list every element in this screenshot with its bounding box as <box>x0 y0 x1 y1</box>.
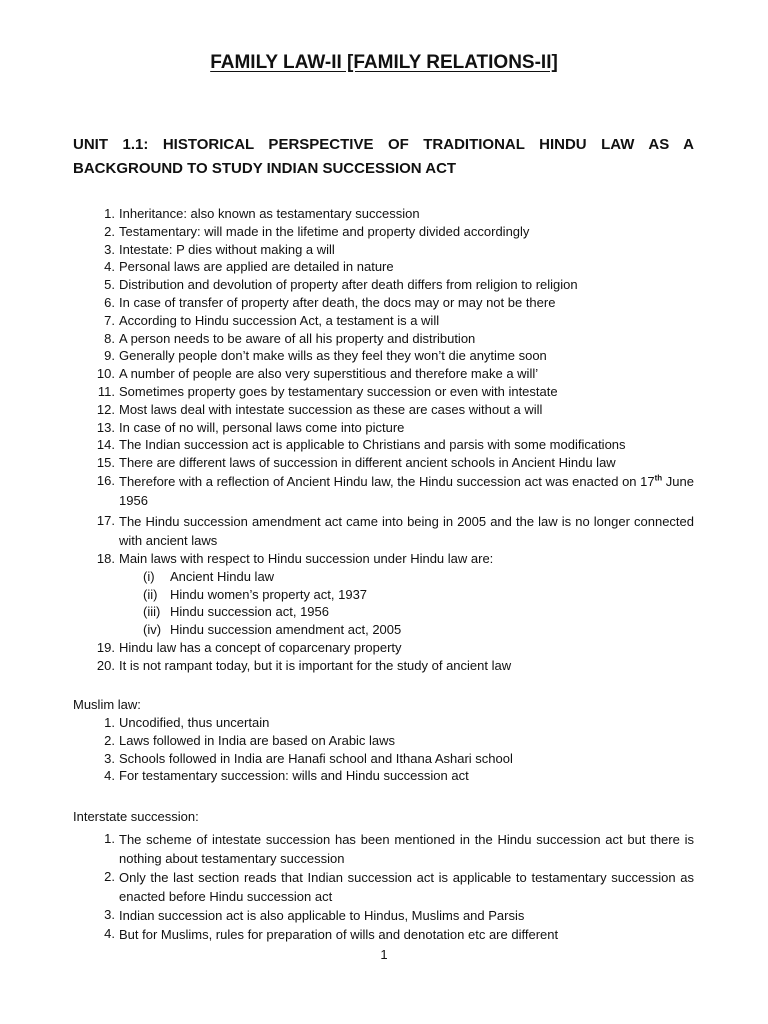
sub-list-item <box>73 586 694 604</box>
sub-list-item <box>73 568 694 586</box>
list-item-number: 19 . <box>73 639 119 657</box>
list-item-number: 20 . <box>73 657 119 675</box>
list-item-text: According to Hindu succession Act, a testament is a will <box>119 312 440 328</box>
list-item-text: Uncodified, thus uncertain <box>119 715 270 730</box>
list-item <box>73 294 694 312</box>
list-item <box>73 258 694 276</box>
list-item-text <box>119 472 694 510</box>
list-item <box>73 276 694 294</box>
list-item <box>73 657 694 675</box>
main-list <box>73 205 694 675</box>
list-item-16 <box>73 472 694 510</box>
list-item-text: In case of no will, personal laws come into picture <box>119 419 405 435</box>
list-item <box>73 925 694 944</box>
list-item-17 <box>73 512 694 550</box>
list-item <box>73 347 694 365</box>
list-item-text: There are different laws of succession in different ancient schools in Ancient Hindu law <box>119 455 616 471</box>
list-item <box>73 750 694 768</box>
list-item <box>73 383 694 401</box>
list-item-number: 1 . <box>73 714 119 732</box>
list-item <box>73 830 694 868</box>
list-item-number: 3 . <box>73 906 119 925</box>
sub-list-item <box>73 603 694 621</box>
sub-list-item <box>73 621 694 639</box>
list-item <box>73 436 694 454</box>
list-item-number: 7 . <box>73 312 119 330</box>
list-item <box>73 401 694 419</box>
list-item-text: Sometimes property goes by testamentary succession or even with intestate <box>119 383 558 399</box>
list-item-number: 11 . <box>73 383 119 401</box>
list-item-number: 4 . <box>73 258 119 276</box>
list-item-number: 6 . <box>73 294 119 312</box>
sub-list-item-number: (iii) <box>143 604 161 620</box>
list-item <box>73 330 694 348</box>
sub-list-item-number: (ii) <box>143 586 158 602</box>
list-item-text: The Hindu succession amendment act came into being in 2005 and the law is no longer connected with ancient laws <box>119 513 694 548</box>
list-item-number: 15 . <box>73 454 119 472</box>
list-item-number: 9 . <box>73 347 119 365</box>
list-item-text: Intestate: P dies without making a will <box>119 241 335 257</box>
list-item <box>73 312 694 330</box>
list-item <box>73 714 694 732</box>
list-item <box>73 223 694 241</box>
sub-list-item-text: Hindu succession act, 1956 <box>170 604 329 620</box>
list-item-number: 2 . <box>73 732 119 750</box>
list-item-number: 1 . <box>73 830 119 868</box>
unit-heading: UNIT 1.1: HISTORICAL PERSPECTIVE OF TRADITIONAL HINDU LAW AS A BACKGROUND TO STUDY INDIAN SUCCESSION ACT <box>73 136 694 177</box>
list-item-number: 5 . <box>73 276 119 294</box>
list-item-text: The Indian succession act is applicable to Christians and parsis with some modifications <box>119 437 626 453</box>
list-item <box>73 639 694 657</box>
list-item-text: Most laws deal with intestate succession as these are cases without a will <box>119 401 543 417</box>
list-item-text: Testamentary: will made in the lifetime and property divided accordingly <box>119 223 530 239</box>
sub-list-item-number: (iv) <box>143 622 162 638</box>
superscript-th: th <box>654 473 663 483</box>
list-item-number: 12 . <box>73 401 119 419</box>
list-item-text: Schools followed in India are Hanafi school and Ithana Ashari school <box>119 750 513 766</box>
list-item <box>73 868 694 906</box>
main-list-tail <box>73 639 694 675</box>
list-item-text: For testamentary succession: wills and Hindu succession act <box>119 768 469 784</box>
list-item-text: Personal laws are applied are detailed in nature <box>119 259 394 275</box>
list-item-text: Inheritance: also known as testamentary succession <box>119 206 420 221</box>
list-item-text: But for Muslims, rules for preparation of wills and denotation etc are different <box>119 927 559 942</box>
list-item <box>73 906 694 925</box>
list-item-text: Distribution and devolution of property after death differs from religion to religion <box>119 277 578 293</box>
sub-list-item-text: Ancient Hindu law <box>170 568 275 584</box>
muslim-law-items <box>73 714 694 785</box>
list-item-number: 18 . <box>73 550 119 568</box>
list-item-number: 4 . <box>73 925 119 944</box>
sub-list <box>73 568 694 639</box>
list-item-number: 10 . <box>73 365 119 383</box>
muslim-law-list <box>73 714 694 785</box>
list-item-number: 16 . <box>73 472 119 510</box>
list-item-number: 4 . <box>73 767 119 785</box>
list-item-text: In case of transfer of property after death, the docs may or may not be there <box>119 294 556 310</box>
list-item-text: It is not rampant today, but it is important for the study of ancient law <box>119 657 512 673</box>
sub-list-item-number: (i) <box>143 568 155 584</box>
main-list-items <box>73 205 694 472</box>
list-item-text: Indian succession act is also applicable to Hindus, Muslims and Parsis <box>119 908 525 923</box>
page-number: 1 <box>380 947 388 962</box>
list-item <box>73 205 694 223</box>
list-item <box>73 241 694 259</box>
sub-list-item-text: Hindu succession amendment act, 2005 <box>170 622 402 638</box>
list-item-number: 13 . <box>73 419 119 437</box>
list-item <box>73 767 694 785</box>
list-item-number: 2 . <box>73 868 119 906</box>
list-item <box>73 732 694 750</box>
list-item-number: 17 . <box>73 512 119 550</box>
list-item-number: 3 . <box>73 750 119 768</box>
list-item-number: 8 . <box>73 330 119 348</box>
list-item-16-text: Therefore with a reflection of Ancient Hindu law, the Hindu succession act was enacted on 17 <box>119 473 655 489</box>
list-item-text: Main laws with respect to Hindu succession under Hindu law are: <box>119 550 494 566</box>
muslim-law-heading: Muslim law: <box>73 697 141 712</box>
list-item-number: 3 . <box>73 241 119 259</box>
list-item-text: Only the last section reads that Indian succession act is applicable to testamentary succession as enacted before Hindu succession act <box>119 870 694 904</box>
document-title: FAMILY LAW-II [FAMILY RELATIONS-II] <box>210 52 558 73</box>
list-item-18 <box>73 550 694 568</box>
list-item-16-date: June 1956 <box>119 473 694 508</box>
interstate-succession-items <box>73 830 694 944</box>
list-item-number: 1 . <box>73 205 119 223</box>
list-item-number: 14 . <box>73 436 119 454</box>
list-item-text: Laws followed in India are based on Arabic laws <box>119 732 396 748</box>
list-item-number: 2 . <box>73 223 119 241</box>
interstate-succession-heading: Interstate succession: <box>73 809 199 824</box>
list-item-text: A number of people are also very superstitious and therefore make a will’ <box>119 366 539 382</box>
list-item-text: Generally people don’t make wills as they feel they won’t die anytime soon <box>119 348 547 364</box>
list-item-text: A person needs to be aware of all his property and distribution <box>119 330 476 346</box>
sub-list-item-text: Hindu women’s property act, 1937 <box>170 586 368 602</box>
list-item <box>73 419 694 437</box>
list-item-text: Hindu law has a concept of coparcenary property <box>119 639 402 655</box>
list-item <box>73 454 694 472</box>
list-item-text: The scheme of intestate succession has been mentioned in the Hindu succession act but there is nothing about testamentary succession <box>119 832 694 866</box>
interstate-succession-list <box>73 830 694 944</box>
list-item <box>73 365 694 383</box>
